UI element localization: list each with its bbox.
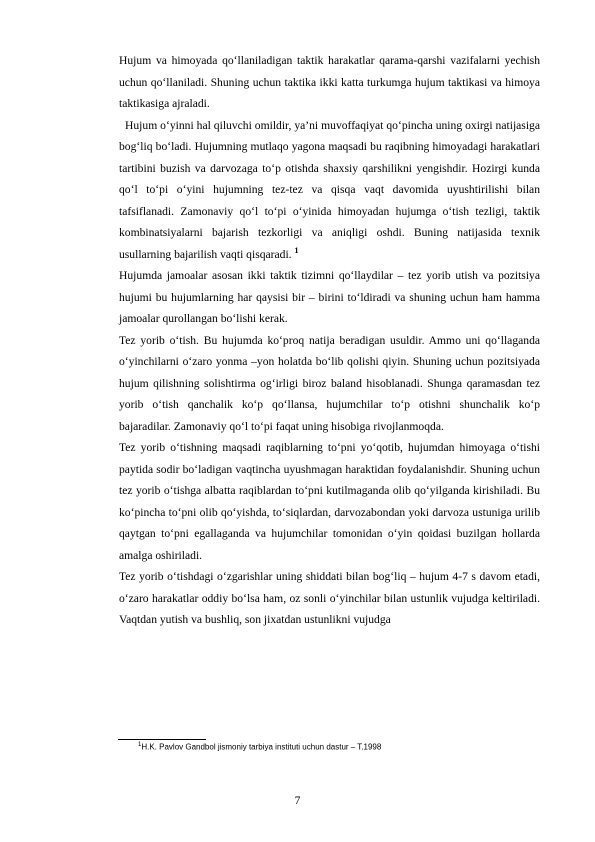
paragraph-5: Tez yorib o‘tishning maqsadi raqiblarning to‘pni yo‘qotib, hujumdan himoyaga o‘tishi paytida sodir bo‘ladigan vaqtincha uyushmagan haraktidan foydalanishdir. Shuning uchun tez yorib o‘tishga albatta raqiblardan to‘pni kutilmaganda olib qo‘yilganda kirishiladi. Bu ko‘pincha to‘pni olib qo‘yishda, to‘siqlardan, darvozabondan yoki darvoza ustuniga urilib qaytgan to‘pni egallaganda va hujumchilar tomonidan o‘yin qoidasi buzilgan hollarda amalga oshiriladi. [119, 441, 540, 562]
footnote [138, 742, 381, 752]
footnote-number: 1 [138, 742, 142, 748]
paragraph-2: Hujum o‘yinni hal qiluvchi omildir, ya’ni muvoffaqiyat qo‘pincha uning oxirgi natijasiga bog‘liq bo‘ladi. Hujumning mutlaqo yagona maqsadi bu raqibning himoyadagi harakatlari tartibini buzish va darvozaga to‘p otishda shaxsiy qarshilikni yengishdir. Hozirgi kunda qo‘l to‘pi o‘yini hujumning tez-tez va qisqa vaqt davomida uyushtirilishi bilan tafsiflanadi. Zamonaviy qo‘l to‘pi o‘yinida himoyadan hujumga o‘tish tezligi, taktik kombinatsiyalarni bajarish tezkorligi va aniqligi oshdi. Buning natijasida texnik usullarning bajarilish vaqti qisqaradi. $^1$ [119, 118, 540, 261]
footnote-reference: 1 [294, 245, 299, 255]
paragraph-1: Hujum va himoyada qo‘llaniladigan taktik harakatlar qarama-qarshi vazifalarni yechish uchun qo‘llaniladi. Shuning uchun taktika ikki katta turkumga hujum taktikasi va himoya taktikasiga ajraladi. [119, 54, 540, 110]
paragraph-3: Hujumda jamoalar asosan ikki taktik tizimni qo‘llaydilar – tez yorib utish va pozitsiya hujumi bu hujumlarning har qaysisi bir – birini to‘ldiradi va shuning uchun ham hamma jamoalar qurollangan bo‘lishi kerak. [119, 269, 540, 325]
footnote-text: H.K. Pavlov Gandbol jismoniy tarbiya instituti uchun dastur – T.1998 [141, 742, 382, 752]
paragraph-6: Tez yorib o‘tishdagi o‘zgarishlar uning shiddati bilan bog‘liq – hujum 4-7 s davom etadi, o‘zaro harakatlar oddiy bo‘lsa ham, oz sonli o‘yinchilar bilan ustunlik vujudga keltiriladi. Vaqtdan yutish va bushliq, son jixatdan ustunlikni vujudga [119, 570, 540, 626]
footnote-separator [118, 739, 206, 740]
body-text [119, 50, 540, 631]
page-number: 7 [294, 795, 301, 807]
paragraph-4: Tez yorib o‘tish. Bu hujumda ko‘proq natija beradigan usuldir. Ammo uni qo‘llaganda o‘yinchilarni o‘zaro yonma –yon holatda bo‘lib qolishi qiyin. Shuning uchun pozitsiyada hujum qilishning solishtirma og‘irligi biroz baland hisoblanadi. Shunga qaramasdan tez yorib o‘tish qanchalik ko‘p qo‘llansa, hujumchilar to‘p otishni shunchalik ko‘p bajaradilar. Zamonaviy qo‘l to‘pi faqat uning hisobiga rivojlanmoqda. [119, 333, 541, 433]
paragraph-4-lead: Tez yorib o‘tish. [119, 333, 199, 347]
